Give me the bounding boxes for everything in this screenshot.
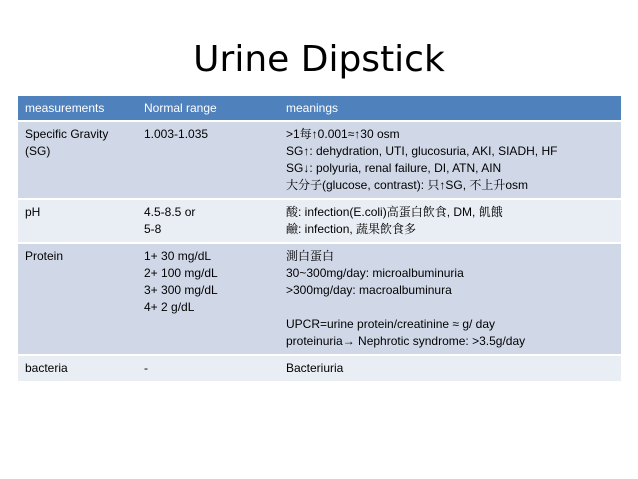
meanings-cell [279,199,621,243]
range-line: - [144,361,148,375]
meaning-line: 大分子(glucose, contrast): 只↑SG, 不上升osm [286,178,529,192]
range-line: 3+ 300 mg/dL [144,283,218,297]
measurement-line: Specific Gravity [25,127,109,141]
meaning-line: UPCR=urine protein/creatinine ≈ g/ day [286,317,496,331]
meaning-line: SG↓: polyuria, renal failure, DI, ATN, AIN [286,161,502,175]
meaning-line: SG↑: dehydration, UTI, glucosuria, AKI, SIADH, HF [286,144,558,158]
header-measurements: measurements [25,100,105,115]
meaning-line: >1每↑0.001≈↑30 osm [286,127,400,141]
range-line: 4.5-8.5 or [144,205,196,219]
table-row-ph [18,199,621,243]
header-meanings: meanings [286,100,339,115]
meanings-cell [279,121,621,199]
dipstick-table [18,96,621,381]
meaning-line: Bacteriuria [286,361,344,375]
table-row-specific-gravity [18,121,621,199]
meaning-spacer [286,299,617,316]
measurement-cell [18,355,137,381]
range-line: 2+ 100 mg/dL [144,266,218,280]
meaning-line: 鹼: infection, 蔬果飲食多 [286,222,417,236]
meaning-line: 測白蛋白 [286,249,335,263]
table-header-row [18,96,621,121]
range-cell [137,243,279,355]
range-line: 1+ 30 mg/dL [144,249,212,263]
measurement-line: (SG) [25,144,51,158]
meaning-line: >300mg/day: macroalbuminura [286,283,452,297]
header-normal-range: Normal range [144,100,217,115]
range-line: 5-8 [144,222,162,236]
measurement-cell [18,243,137,355]
range-cell [137,121,279,199]
meaning-line: 30~300mg/day: microalbuminuria [286,266,464,280]
meanings-cell [279,355,621,381]
table-row-bacteria [18,355,621,381]
measurement-line: pH [25,205,41,219]
measurement-cell [18,121,137,199]
meanings-cell [279,243,621,355]
range-line: 4+ 2 g/dL [144,300,195,314]
measurement-line: bacteria [25,361,68,375]
measurement-cell [18,199,137,243]
range-line: 1.003-1.035 [144,127,209,141]
meaning-line: 酸: infection(E.coli)高蛋白飲食, DM, 飢餓 [286,205,503,219]
range-cell [137,199,279,243]
measurement-line: Protein [25,249,64,263]
meaning-line: proteinuria→ Nephrotic syndrome: >3.5g/day [286,334,526,348]
slide-title: Urine Dipstick [193,39,445,80]
range-cell [137,355,279,381]
table-row-protein [18,243,621,355]
